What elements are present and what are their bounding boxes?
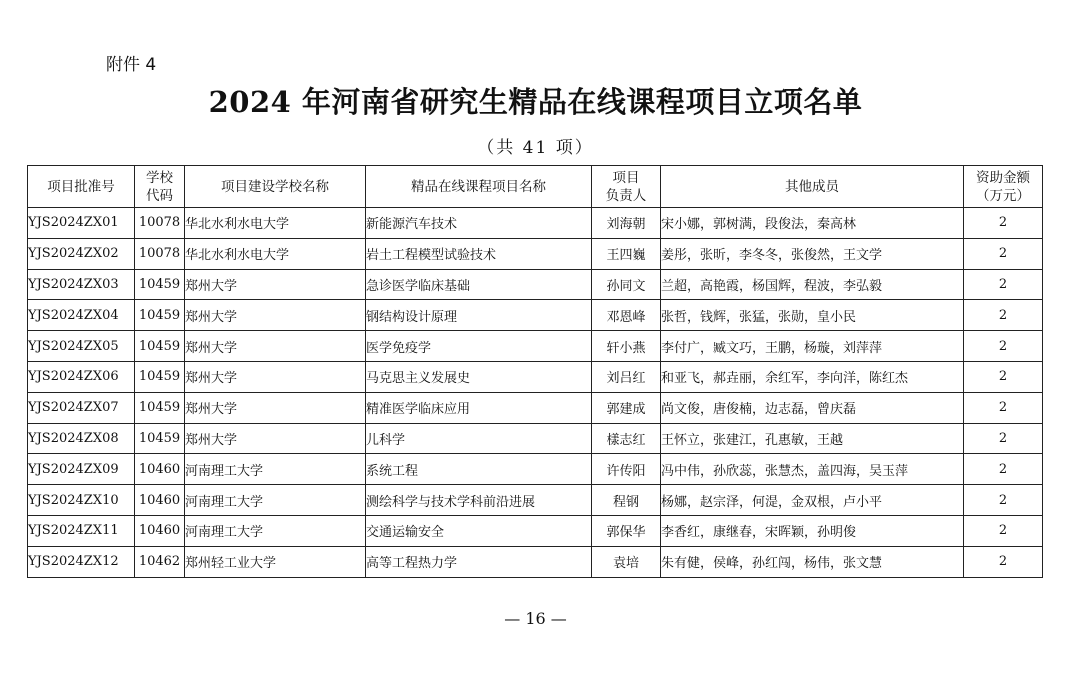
- cell-leader: 袁培: [592, 546, 661, 577]
- cell-school-code: 10459: [135, 361, 185, 392]
- cell-course-name: 精准医学临床应用: [366, 392, 592, 423]
- cell-members: 李香红，康继春，宋晖颖，孙明俊: [661, 515, 964, 546]
- cell-school-name: 郑州大学: [185, 269, 366, 300]
- header-leader-line2: 负责人: [605, 187, 647, 204]
- cell-school-code: 10460: [135, 515, 185, 546]
- cell-project-no: YJS2024ZX12: [28, 546, 135, 577]
- cell-project-no: YJS2024ZX06: [28, 361, 135, 392]
- cell-funding: 2: [964, 485, 1043, 516]
- cell-school-name: 华北水利水电大学: [185, 208, 366, 239]
- cell-leader: 邓恩峰: [592, 300, 661, 331]
- cell-funding: 2: [964, 454, 1043, 485]
- document-title: 2024 年河南省研究生精品在线课程项目立项名单: [208, 85, 863, 119]
- cell-project-no: YJS2024ZX07: [28, 392, 135, 423]
- cell-leader: 刘海朝: [592, 208, 661, 239]
- table-row: [28, 269, 1043, 300]
- cell-funding: 2: [964, 423, 1043, 454]
- cell-project-no: YJS2024ZX11: [28, 515, 135, 546]
- cell-members: 姜彤，张昕，李冬冬，张俊然，王文学: [661, 238, 964, 269]
- header-funding-line1: 资助金额: [976, 169, 1030, 186]
- cell-members: 杨娜，赵宗泽，何湜，金双根，卢小平: [661, 485, 964, 516]
- cell-course-name: 新能源汽车技术: [366, 208, 592, 239]
- table-row: [28, 392, 1043, 423]
- header-school-code: [135, 166, 185, 208]
- cell-project-no: YJS2024ZX10: [28, 485, 135, 516]
- cell-leader: 刘吕红: [592, 361, 661, 392]
- cell-project-no: YJS2024ZX04: [28, 300, 135, 331]
- cell-school-code: 10460: [135, 454, 185, 485]
- table-row: [28, 546, 1043, 577]
- table-row: [28, 454, 1043, 485]
- cell-project-no: YJS2024ZX03: [28, 269, 135, 300]
- cell-course-name: 高等工程热力学: [366, 546, 592, 577]
- table-row: [28, 208, 1043, 239]
- cell-school-code: 10459: [135, 331, 185, 362]
- header-members: 其他成员: [661, 166, 964, 208]
- cell-funding: 2: [964, 392, 1043, 423]
- cell-members: 宋小娜，郭树满，段俊法，秦高林: [661, 208, 964, 239]
- cell-project-no: YJS2024ZX01: [28, 208, 135, 239]
- cell-leader: 王四巍: [592, 238, 661, 269]
- cell-school-name: 郑州轻工业大学: [185, 546, 366, 577]
- header-funding: [964, 166, 1043, 208]
- cell-school-code: 10462: [135, 546, 185, 577]
- cell-course-name: 岩土工程模型试验技术: [366, 238, 592, 269]
- cell-school-name: 河南理工大学: [185, 485, 366, 516]
- cell-school-code: 10078: [135, 238, 185, 269]
- table-row: [28, 423, 1043, 454]
- cell-leader: 樣志红: [592, 423, 661, 454]
- attachment-label: 附件 4: [106, 55, 157, 75]
- cell-course-name: 测绘科学与技术学科前沿进展: [366, 485, 592, 516]
- cell-funding: 2: [964, 546, 1043, 577]
- table-row: [28, 515, 1043, 546]
- header-leader: [592, 166, 661, 208]
- cell-funding: 2: [964, 361, 1043, 392]
- cell-school-name: 河南理工大学: [185, 454, 366, 485]
- cell-members: 和亚飞，郝垚丽，余红军，李向洋，陈红杰: [661, 361, 964, 392]
- cell-project-no: YJS2024ZX08: [28, 423, 135, 454]
- cell-members: 王怀立，张建江，孔惠敏，王越: [661, 423, 964, 454]
- cell-school-code: 10460: [135, 485, 185, 516]
- cell-school-name: 郑州大学: [185, 300, 366, 331]
- cell-members: 李付广，臧文巧，王鹏，杨璇，刘萍萍: [661, 331, 964, 362]
- project-list-table: [27, 165, 1043, 578]
- table-header-row: [28, 166, 1043, 208]
- cell-course-name: 马克思主义发展史: [366, 361, 592, 392]
- table-row: [28, 331, 1043, 362]
- cell-funding: 2: [964, 269, 1043, 300]
- cell-members: 冯中伟，孙欣蕊，张慧杰，盖四海，吴玉萍: [661, 454, 964, 485]
- cell-project-no: YJS2024ZX02: [28, 238, 135, 269]
- cell-leader: 郭建成: [592, 392, 661, 423]
- cell-funding: 2: [964, 331, 1043, 362]
- header-funding-line2: （万元）: [976, 187, 1030, 204]
- cell-funding: 2: [964, 208, 1043, 239]
- header-school-code-line1: 学校: [146, 169, 173, 186]
- page-number: — 16 —: [504, 609, 567, 628]
- cell-school-code: 10459: [135, 269, 185, 300]
- table-row: [28, 485, 1043, 516]
- cell-school-name: 郑州大学: [185, 423, 366, 454]
- header-leader-line1: 项目: [612, 169, 640, 186]
- table-row: [28, 361, 1043, 392]
- cell-funding: 2: [964, 300, 1043, 331]
- cell-school-name: 郑州大学: [185, 392, 366, 423]
- cell-school-code: 10459: [135, 300, 185, 331]
- cell-course-name: 钢结构设计原理: [366, 300, 592, 331]
- cell-funding: 2: [964, 515, 1043, 546]
- cell-school-name: 河南理工大学: [185, 515, 366, 546]
- cell-funding: 2: [964, 238, 1043, 269]
- cell-school-name: 郑州大学: [185, 331, 366, 362]
- header-course-name: 精品在线课程项目名称: [366, 166, 592, 208]
- cell-leader: 郭保华: [592, 515, 661, 546]
- cell-project-no: YJS2024ZX05: [28, 331, 135, 362]
- cell-school-code: 10078: [135, 208, 185, 239]
- header-school-code-line2: 代码: [146, 187, 173, 204]
- cell-leader: 轩小燕: [592, 331, 661, 362]
- cell-leader: 许传阳: [592, 454, 661, 485]
- cell-course-name: 交通运输安全: [366, 515, 592, 546]
- cell-members: 朱有健，侯峰，孙红闯，杨伟，张文慧: [661, 546, 964, 577]
- cell-project-no: YJS2024ZX09: [28, 454, 135, 485]
- cell-course-name: 医学免疫学: [366, 331, 592, 362]
- cell-course-name: 急诊医学临床基础: [366, 269, 592, 300]
- cell-leader: 孙同文: [592, 269, 661, 300]
- table-row: [28, 300, 1043, 331]
- cell-school-code: 10459: [135, 392, 185, 423]
- cell-school-name: 郑州大学: [185, 361, 366, 392]
- cell-members: 尚文俊，唐俊楠，边志磊，曾庆磊: [661, 392, 964, 423]
- document-subtitle: （共 41 项）: [477, 138, 594, 158]
- cell-members: 兰超，高艳霞，杨国辉，程波，李弘毅: [661, 269, 964, 300]
- cell-school-code: 10459: [135, 423, 185, 454]
- cell-course-name: 儿科学: [366, 423, 592, 454]
- cell-school-name: 华北水利水电大学: [185, 238, 366, 269]
- header-project-no: 项目批准号: [28, 166, 135, 208]
- cell-course-name: 系统工程: [366, 454, 592, 485]
- cell-members: 张哲，钱辉，张猛，张勋，皇小民: [661, 300, 964, 331]
- header-school-name: 项目建设学校名称: [185, 166, 366, 208]
- cell-leader: 程钢: [592, 485, 661, 516]
- table-row: [28, 238, 1043, 269]
